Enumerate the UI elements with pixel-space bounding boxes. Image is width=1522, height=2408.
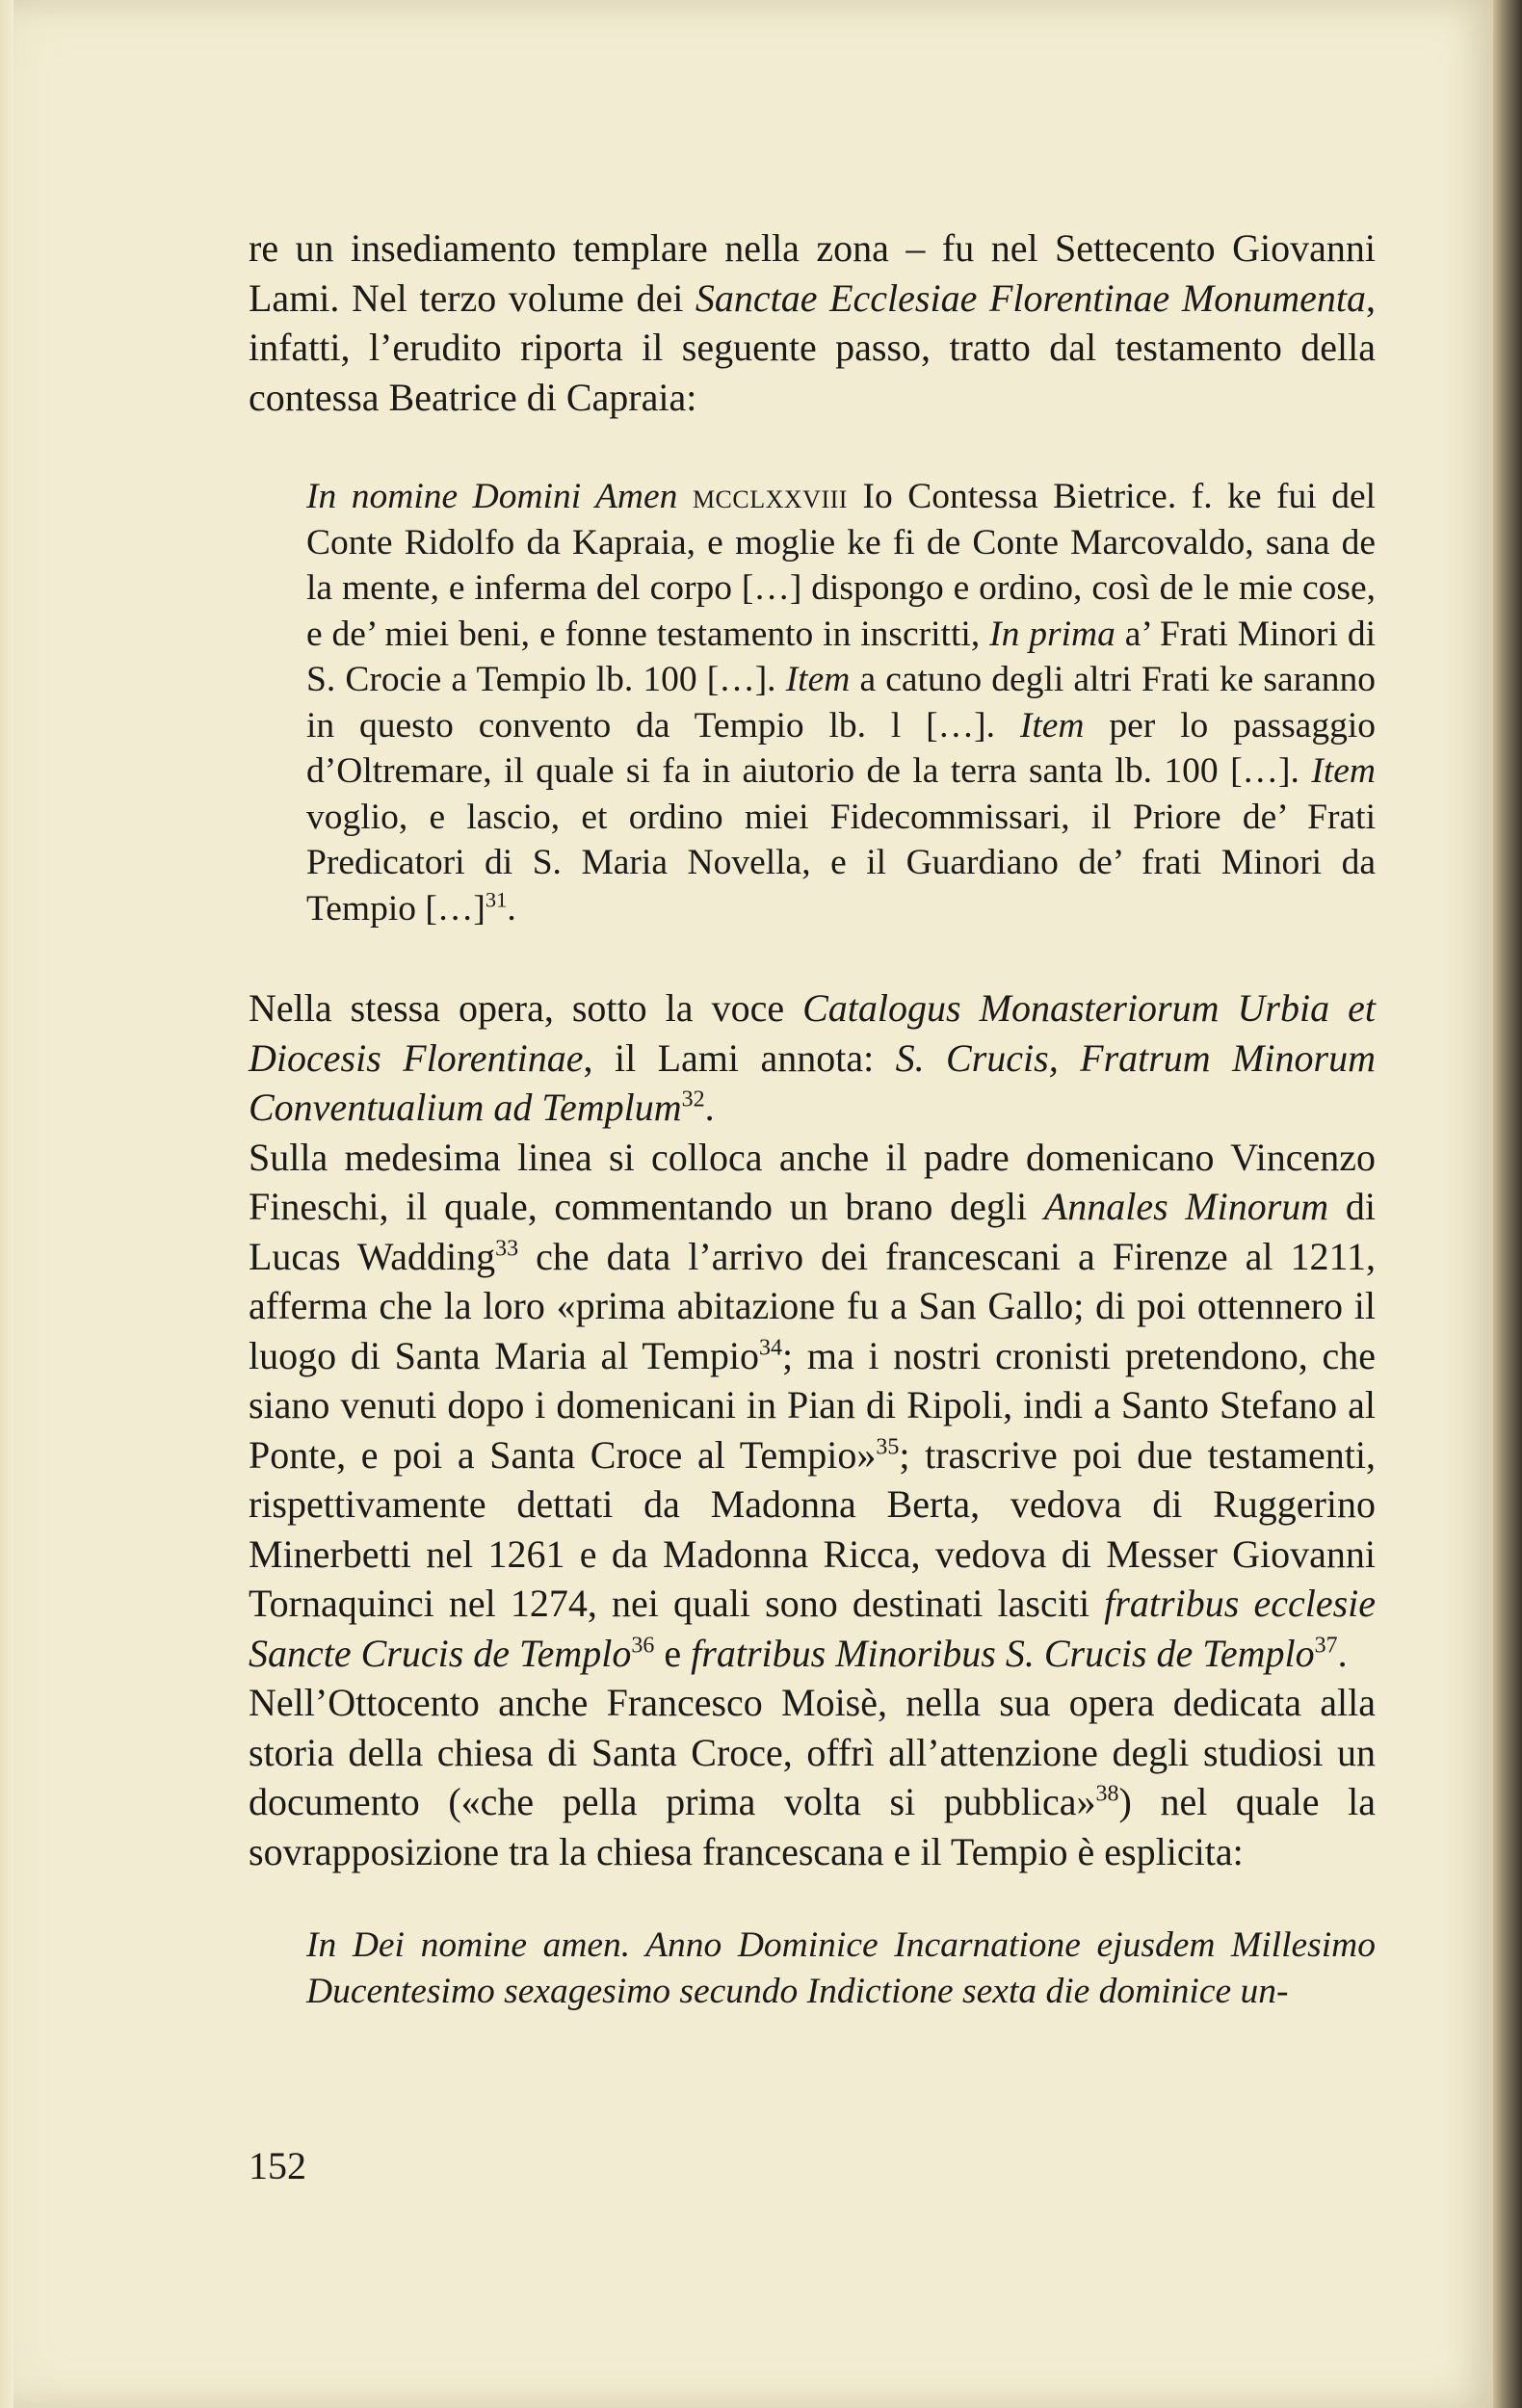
paragraph-intro: re un insediamento templare nella zona – fu nel Settecento Giovanni Lami. Nel terzo volume dei Sanctae Ecclesiae Florentinae Monumenta, infatti, l’erudito riporta il seguente passo, tratto dal testamento della contessa Beatrice di Capraia:: [249, 226, 1376, 419]
footnote-ref-38: 38: [1095, 1781, 1119, 1807]
footnote-ref-32: 32: [681, 1086, 705, 1112]
footnote-ref-31: 31: [485, 887, 508, 911]
quotation-testament-beatrice: In nomine Domini Amen mcclxxviii Io Contessa Bietrice. f. ke fui del Conte Ridolfo da Kapraia, e moglie ke fi de Conte Marcovaldo, sana de la mente, e inferma del corpo […] dispongo e ordino, così de le mie cose, e de’ miei beni, e fonne testamento in inscritti, In prima a’ Frati Minori di S. Crocie a Tempio lb. 100 […]. Item a catuno degli altri Frati ke saranno in questo convento da Tempio lb. l […]. Item per lo passaggio d’Oltremare, il quale si fa in aiutorio de la terra santa lb. 100 […]. Item voglio, e lascio, et ordino miei Fidecommissari, il Priore de’ Frati Predicatori di S. Maria Novella, e il Guardiano de’ frati Minori da Tempio […]$^{31}$.: [306, 477, 1377, 929]
quotation-latin-document: In Dei nomine amen. Anno Dominice Incarnatione ejusdem Millesimo Ducentesimo sexagesimo secundo Indictione sexta die dominice un-: [306, 1925, 1376, 2011]
paragraph-moise: Nell’Ottocento anche Francesco Moisè, nella sua opera dedicata alla storia della chiesa di Santa Croce, offrì all’attenzione degli studiosi un documento («che pella prima volta si pubblica»$^{38}$) nel quale la sovrapposizione tra la chiesa francescana e il Tempio è esplicita:: [249, 1681, 1376, 1873]
page-gutter: [0, 0, 13, 2408]
paragraph-fineschi: Sulla medesima linea si colloca anche il padre domenicano Vincenzo Fineschi, il quale, commentando un brano degli Annales Minorum di Lucas Wadding$^{33}$ che data l’arrivo dei francescani a Firenze al 1211, afferma che la loro «prima abitazione fu a San Gallo; di poi ottennero il luogo di Santa Maria al Tempio$^{34}$; ma i nostri cronisti pretendono, che siano venuti dopo i domenicani in Pian di Ripoli, indi a Santo Stefano al Ponte, e poi a Santa Croce al Tempio»$^{35}$; trascrive poi due testamenti, rispettivamente dettati da Madonna Berta, vedova di Ruggerino Minerbetti nel 1261 e da Madonna Ricca, vedova di Messer Giovanni Tornaquinci nel 1274, nei quali sono destinati lasciti fratribus ecclesie Sancte Crucis de Templo$^{36}$ e fratribus Minoribus S. Crucis de Templo$^{37}$.: [249, 1135, 1377, 1675]
paragraph-lami-catalogus: Nella stessa opera, sotto la voce Catalogus Monasteriorum Urbia et Diocesis Florentinae, il Lami annota: S. Crucis, Fratrum Minorum Conventualium ad Templum$^{32}$.: [249, 986, 1377, 1129]
body-text: [249, 223, 1376, 2014]
footnote-ref-34: 34: [759, 1335, 782, 1361]
footnote-ref-37: 37: [1314, 1633, 1338, 1659]
footnote-ref-36: 36: [631, 1633, 655, 1659]
page-number: 152: [249, 2144, 306, 2187]
footnote-ref-33: 33: [495, 1236, 519, 1262]
footnote-ref-35: 35: [876, 1434, 900, 1460]
page-stack-edge: [1493, 0, 1522, 2408]
